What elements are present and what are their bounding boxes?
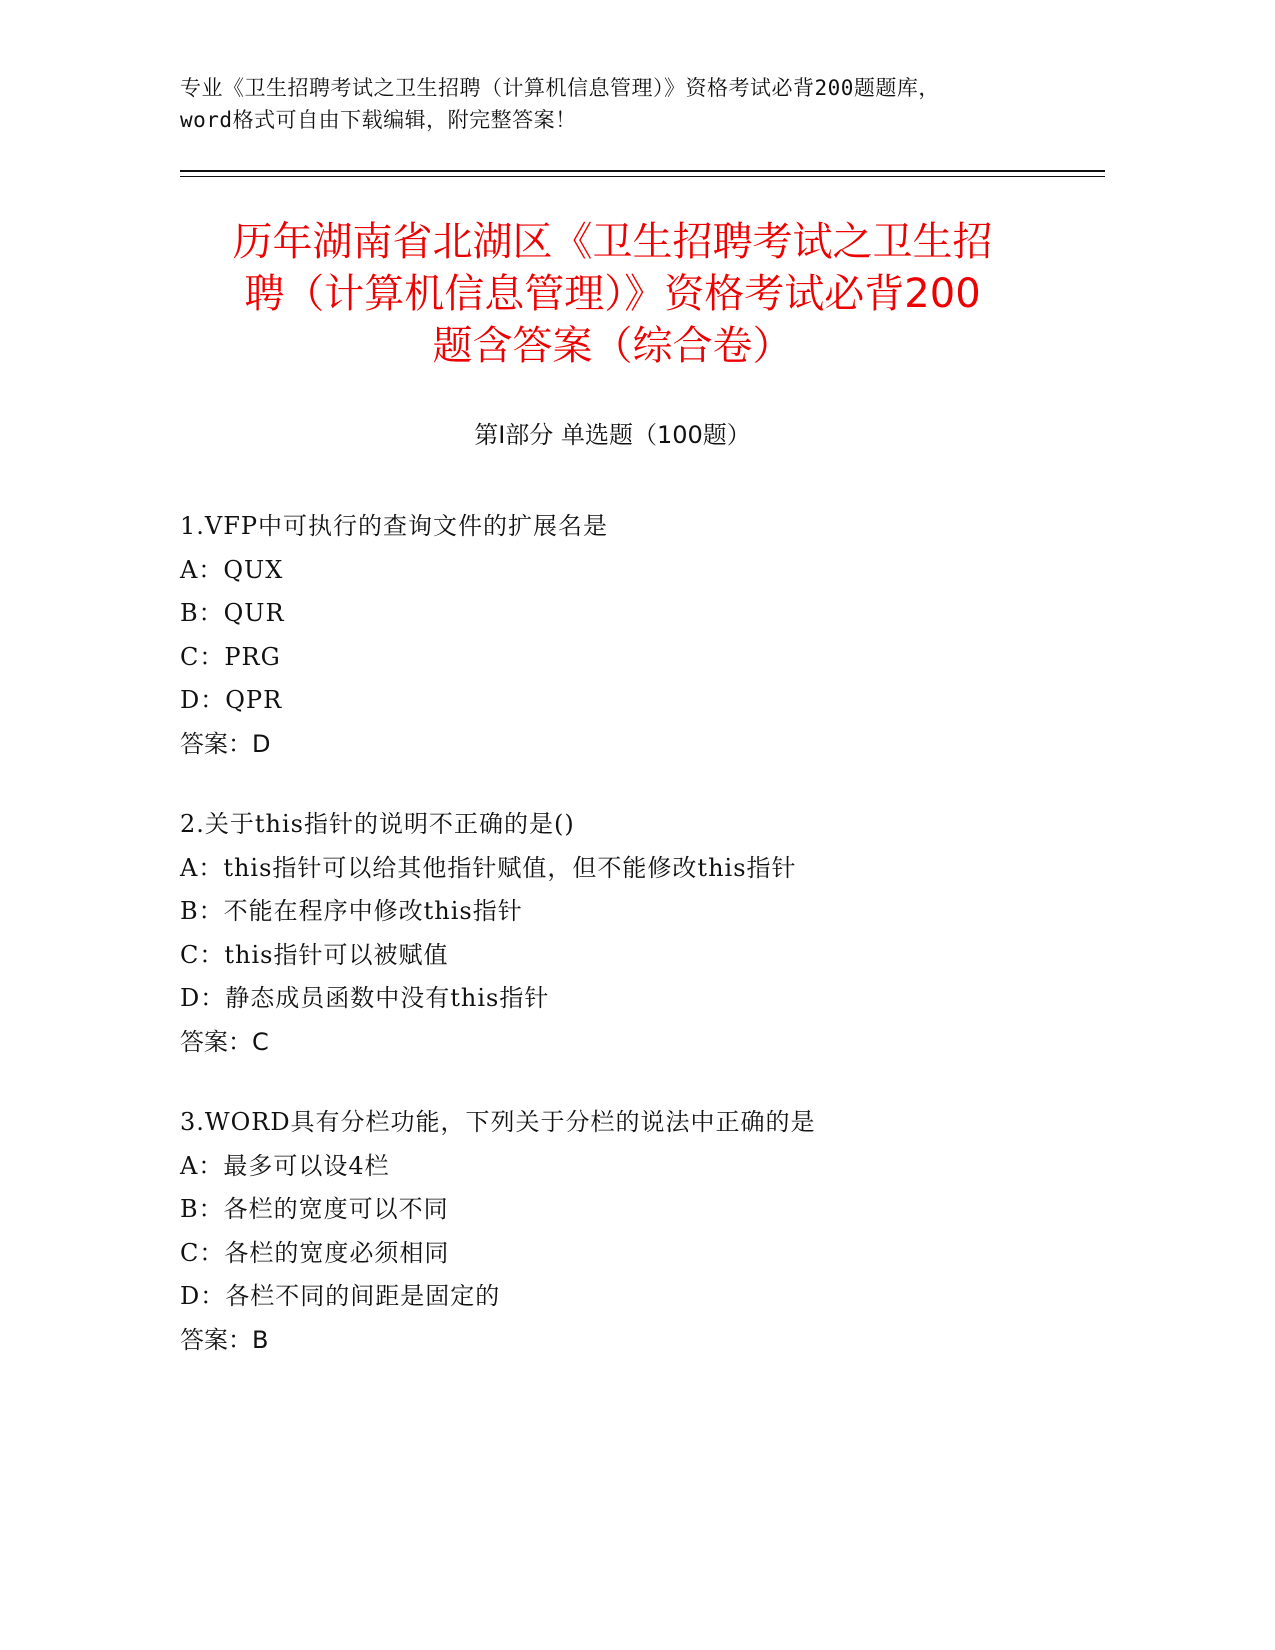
option-b: B：不能在程序中修改this指针 — [180, 897, 523, 925]
option-a: A：QUX — [180, 555, 284, 584]
question-stem: 3.WORD具有分栏功能，下列关于分栏的说法中正确的是 — [180, 1108, 816, 1136]
document-title-line-2: 聘（计算机信息管理）》资格考试必背200 — [244, 271, 981, 317]
option-d: D：各栏不同的间距是固定的 — [180, 1282, 501, 1310]
option-b: B：QUR — [180, 599, 285, 627]
answer-key: 答案：D — [180, 729, 271, 758]
header-divider-thick — [180, 170, 1105, 172]
header-note-line-2: word格式可自由下载编辑，附完整答案！ — [180, 108, 577, 132]
option-c: C：各栏的宽度必须相同 — [180, 1238, 450, 1267]
document-title — [180, 216, 1045, 372]
question-list — [180, 505, 1080, 1399]
document-title-line-1: 历年湖南省北湖区《卫生招聘考试之卫生招 — [232, 219, 993, 265]
option-a: A：最多可以设4栏 — [180, 1151, 390, 1180]
answer-key: 答案：B — [180, 1325, 269, 1354]
header-divider-thin — [180, 176, 1105, 177]
option-c: C：this指针可以被赋值 — [180, 940, 449, 969]
question-stem: 1.VFP中可执行的查询文件的扩展名是 — [180, 512, 609, 540]
option-c: C：PRG — [180, 642, 281, 671]
question-stem: 2.关于this指针的说明不正确的是() — [180, 810, 575, 838]
header-note — [180, 72, 1100, 136]
option-a: A：this指针可以给其他指针赋值，但不能修改this指针 — [180, 853, 797, 882]
option-b: B：各栏的宽度可以不同 — [180, 1195, 449, 1223]
document-title-line-3: 题含答案（综合卷） — [432, 323, 793, 369]
question-item — [180, 1101, 1080, 1362]
option-d: D：QPR — [180, 686, 283, 714]
option-d: D：静态成员函数中没有this指针 — [180, 984, 550, 1012]
answer-key: 答案：C — [180, 1027, 269, 1056]
question-item — [180, 803, 1080, 1064]
header-note-line-1: 专业《卫生招聘考试之卫生招聘（计算机信息管理）》资格考试必背200题题库， — [180, 76, 940, 100]
section-title: 第Ⅰ部分 单选题（100题） — [474, 421, 751, 449]
question-item — [180, 505, 1080, 766]
